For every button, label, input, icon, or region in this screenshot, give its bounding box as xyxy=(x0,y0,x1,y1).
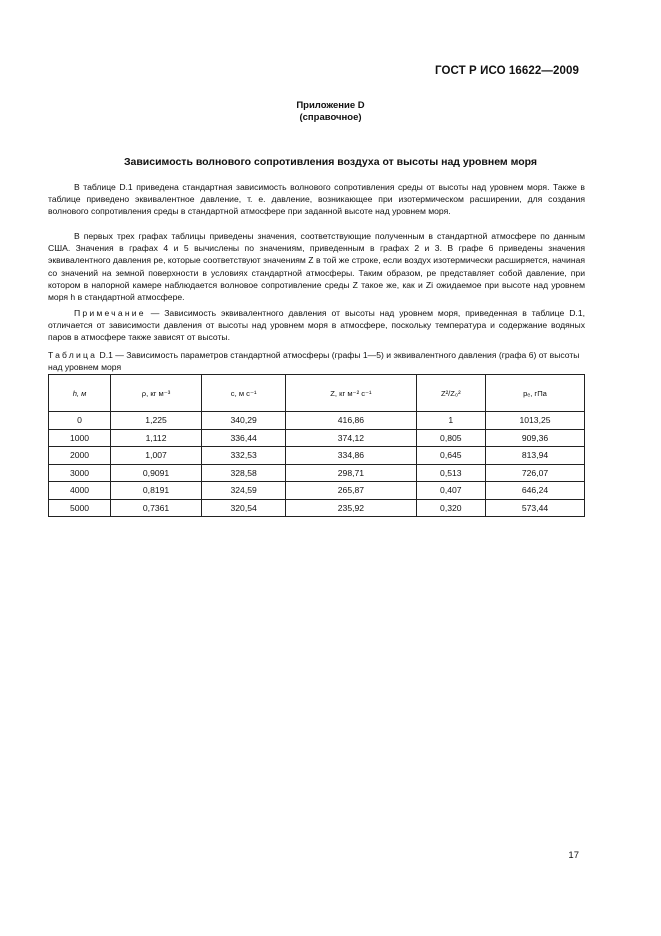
header-impedance: Z, кг м⁻² с⁻¹ xyxy=(286,375,416,412)
cell-impedance: 416,86 xyxy=(286,412,416,430)
note-text: — Зависимость эквивалентного давления от высоты над уровнем моря, приведенная в таблице D.1, отличается от зависимости давления от высоты над уровнем моря в атмосфере, поскольку температура и содержание водяных паров в атмосфере также зависят от высоты. xyxy=(48,308,585,343)
cell-pressure: 909,36 xyxy=(486,429,585,447)
note-label: Примечание xyxy=(74,308,146,318)
cell-height: 4000 xyxy=(49,482,111,500)
section-heading: Зависимость волнового сопротивления воздуха от высоты над уровнем моря xyxy=(123,156,538,168)
header-height: h, м xyxy=(49,375,111,412)
cell-density: 0,9091 xyxy=(111,464,202,482)
cell-pressure: 573,44 xyxy=(486,499,585,517)
atmosphere-table xyxy=(48,374,585,517)
cell-density: 1,112 xyxy=(111,429,202,447)
table-row xyxy=(49,499,585,517)
cell-height: 2000 xyxy=(49,447,111,465)
paragraph-note xyxy=(48,307,585,344)
table-row xyxy=(49,482,585,500)
table-row xyxy=(49,464,585,482)
cell-height: 0 xyxy=(49,412,111,430)
cell-speed: 340,29 xyxy=(202,412,286,430)
annex-label xyxy=(0,100,661,124)
cell-speed: 336,44 xyxy=(202,429,286,447)
cell-ratio: 0,805 xyxy=(416,429,485,447)
cell-height: 5000 xyxy=(49,499,111,517)
cell-ratio: 0,513 xyxy=(416,464,485,482)
cell-speed: 324,59 xyxy=(202,482,286,500)
cell-impedance: 235,92 xyxy=(286,499,416,517)
cell-pressure: 646,24 xyxy=(486,482,585,500)
table-row xyxy=(49,447,585,465)
paragraph-columns: В первых трех графах таблицы приведены значения, соответствующие полученным в стандартной атмосфере по данным США. Значения в графах 4 и 5 вычислены по значениям, приведенным в графах 2 и 3. В графе 6 приведены значения эквивалентного давления pe, которые соответствуют значениям Z в той же строке, если воздух изотермически расширяется, начиная со значений на земной поверхности в условиях стандартной атмосферы. Таким образом, pe представляет собой давление, при котором в напорной камере наблюдается волновое сопротивление среды Z такое же, как и Zi ожидаемое при высоте над уровнем моря h в стандартной атмосфере. xyxy=(48,231,586,303)
cell-impedance: 334,86 xyxy=(286,447,416,465)
table-row xyxy=(49,429,585,447)
page-number: 17 xyxy=(568,850,579,861)
cell-impedance: 298,71 xyxy=(286,464,416,482)
cell-pressure: 1013,25 xyxy=(486,412,585,430)
table-caption-text: D.1 — Зависимость параметров стандартной атмосферы (графы 1—5) и эквивалентного давления (графа 6) от высоты над уровнем моря xyxy=(48,350,580,373)
table-header-row xyxy=(49,375,585,412)
cell-density: 0,7361 xyxy=(111,499,202,517)
standard-number: ГОСТ Р ИСО 16622—2009 xyxy=(434,65,579,77)
cell-ratio: 0,320 xyxy=(416,499,485,517)
cell-speed: 332,53 xyxy=(202,447,286,465)
header-density: ρ, кг м⁻³ xyxy=(111,375,202,412)
cell-pressure: 726,07 xyxy=(486,464,585,482)
cell-speed: 320,54 xyxy=(202,499,286,517)
cell-impedance: 265,87 xyxy=(286,482,416,500)
table-caption-label: Таблица xyxy=(48,350,98,360)
table-caption xyxy=(48,349,588,373)
table-row xyxy=(49,412,585,430)
header-ratio: Z²/Z₀² xyxy=(416,375,485,412)
cell-ratio: 1 xyxy=(416,412,485,430)
cell-density: 1,225 xyxy=(111,412,202,430)
cell-density: 1,007 xyxy=(111,447,202,465)
cell-pressure: 813,94 xyxy=(486,447,585,465)
cell-impedance: 374,12 xyxy=(286,429,416,447)
annex-subtitle: (справочное) xyxy=(299,112,362,123)
cell-ratio: 0,407 xyxy=(416,482,485,500)
cell-height: 1000 xyxy=(49,429,111,447)
cell-ratio: 0,645 xyxy=(416,447,485,465)
cell-height: 3000 xyxy=(49,464,111,482)
header-pressure: pₑ, гПа xyxy=(486,375,585,412)
header-speed: c, м с⁻¹ xyxy=(202,375,286,412)
cell-density: 0,8191 xyxy=(111,482,202,500)
paragraph-intro: В таблице D.1 приведена стандартная зависимость волнового сопротивления среды от высоты над уровнем моря. Также в таблице приведено эквивалентное давление, т. е. давление, возникающее при изотермическом расширении, для создания волнового сопротивления среды в стандартной атмосфере при заданной высоте над уровнем моря. xyxy=(48,182,585,217)
annex-title: Приложение D xyxy=(296,100,365,111)
cell-speed: 328,58 xyxy=(202,464,286,482)
